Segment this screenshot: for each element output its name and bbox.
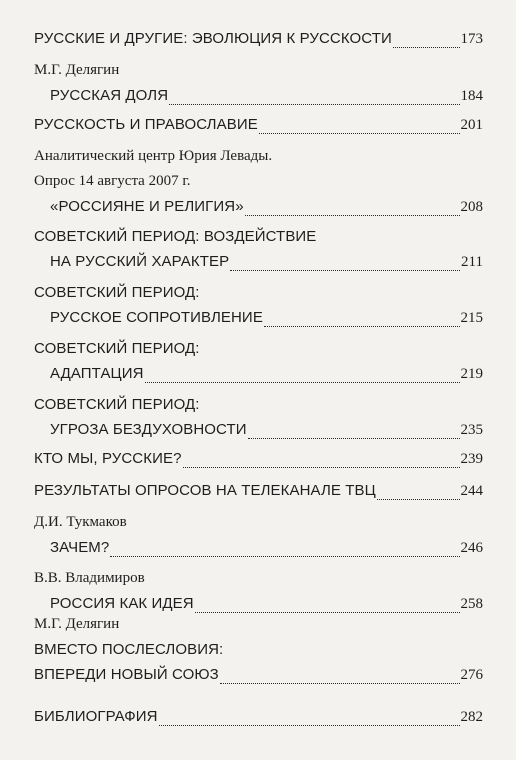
toc-author: Аналитический центр Юрия Левады. <box>34 148 273 164</box>
dot-leader <box>393 46 460 48</box>
toc-title: РОССИЯ КАК ИДЕЯ <box>50 595 194 612</box>
dot-leader <box>169 103 459 105</box>
toc-title: НА РУССКИЙ ХАРАКТЕР <box>50 253 230 270</box>
toc-page-number: 258 <box>460 596 483 612</box>
toc-page-number: 239 <box>460 451 483 467</box>
toc-title: УГРОЗА БЕЗДУХОВНОСТИ <box>50 421 247 438</box>
toc-title: АДАПТАЦИЯ <box>50 365 144 382</box>
toc-page-number: 244 <box>460 483 483 499</box>
toc-title: КТО МЫ, РУССКИЕ? <box>34 450 182 467</box>
toc-page-number: 282 <box>460 709 483 725</box>
toc-entry-soviet-spirituality <box>0 396 516 446</box>
dot-leader <box>230 269 460 271</box>
toc-title: СОВЕТСКИЙ ПЕРИОД: <box>34 284 200 301</box>
toc-entry-poll-results <box>0 482 516 507</box>
toc-entry-bibliography <box>0 708 516 733</box>
dot-leader <box>145 381 460 383</box>
toc-author: Опрос 14 августа 2007 г. <box>34 173 191 189</box>
toc-entry-russia-as-idea <box>0 570 516 620</box>
toc-page-number: 219 <box>460 366 483 382</box>
toc-author: В.В. Владимиров <box>34 570 145 586</box>
toc-entry-soviet-influence <box>0 228 516 278</box>
toc-page-number: 208 <box>460 199 483 215</box>
dot-leader <box>110 555 459 557</box>
toc-entry-soviet-adaptation <box>0 340 516 390</box>
toc-entry-russian-fate <box>0 62 516 112</box>
toc-title: РУССКОЕ СОПРОТИВЛЕНИЕ <box>50 309 263 326</box>
toc-title: ВМЕСТО ПОСЛЕСЛОВИЯ: <box>34 641 224 658</box>
toc-title: БИБЛИОГРАФИЯ <box>34 708 158 725</box>
toc-title: РУССКАЯ ДОЛЯ <box>50 87 169 104</box>
toc-page-number: 276 <box>460 667 483 683</box>
toc-page-number: 173 <box>460 31 483 47</box>
toc-entry-who-are-we <box>0 450 516 475</box>
toc-page-number: 201 <box>460 117 483 133</box>
toc-author: Д.И. Тукмаков <box>34 514 127 530</box>
toc-entry-why <box>0 514 516 564</box>
dot-leader <box>183 466 460 468</box>
toc-title: «РОССИЯНЕ И РЕЛИГИЯ» <box>50 198 244 215</box>
dot-leader <box>220 682 460 684</box>
toc-entry-soviet-resistance <box>0 284 516 334</box>
toc-title: РУССКОСТЬ И ПРАВОСЛАВИЕ <box>34 116 258 133</box>
dot-leader <box>195 611 460 613</box>
toc-page-number: 184 <box>460 88 483 104</box>
toc-entry-russians-and-religion <box>0 148 516 223</box>
toc-entry-russians-and-others <box>0 30 516 55</box>
toc-title: СОВЕТСКИЙ ПЕРИОД: ВОЗДЕЙСТВИЕ <box>34 228 317 245</box>
toc-title: РЕЗУЛЬТАТЫ ОПРОСОВ НА ТЕЛЕКАНАЛЕ ТВЦ <box>34 482 376 499</box>
toc-author: М.Г. Делягин <box>34 616 120 632</box>
toc-title: ВПЕРЕДИ НОВЫЙ СОЮЗ <box>34 666 219 683</box>
dot-leader <box>245 214 460 216</box>
toc-page-number: 246 <box>460 540 483 556</box>
toc-title: ЗАЧЕМ? <box>50 539 110 556</box>
dot-leader <box>264 325 460 327</box>
toc-title: СОВЕТСКИЙ ПЕРИОД: <box>34 340 200 357</box>
dot-leader <box>248 437 460 439</box>
toc-page-number: 211 <box>461 254 483 270</box>
toc-title: РУССКИЕ И ДРУГИЕ: ЭВОЛЮЦИЯ К РУССКОСТИ <box>34 30 392 47</box>
dot-leader <box>377 498 460 500</box>
toc-author: М.Г. Делягин <box>34 62 120 78</box>
toc-entry-russianness-and-orthodoxy <box>0 116 516 141</box>
toc-page-number: 215 <box>460 310 483 326</box>
toc-entry-new-union <box>0 616 516 691</box>
dot-leader <box>259 132 460 134</box>
toc-page-number: 235 <box>460 422 483 438</box>
dot-leader <box>159 724 460 726</box>
toc-title: СОВЕТСКИЙ ПЕРИОД: <box>34 396 200 413</box>
